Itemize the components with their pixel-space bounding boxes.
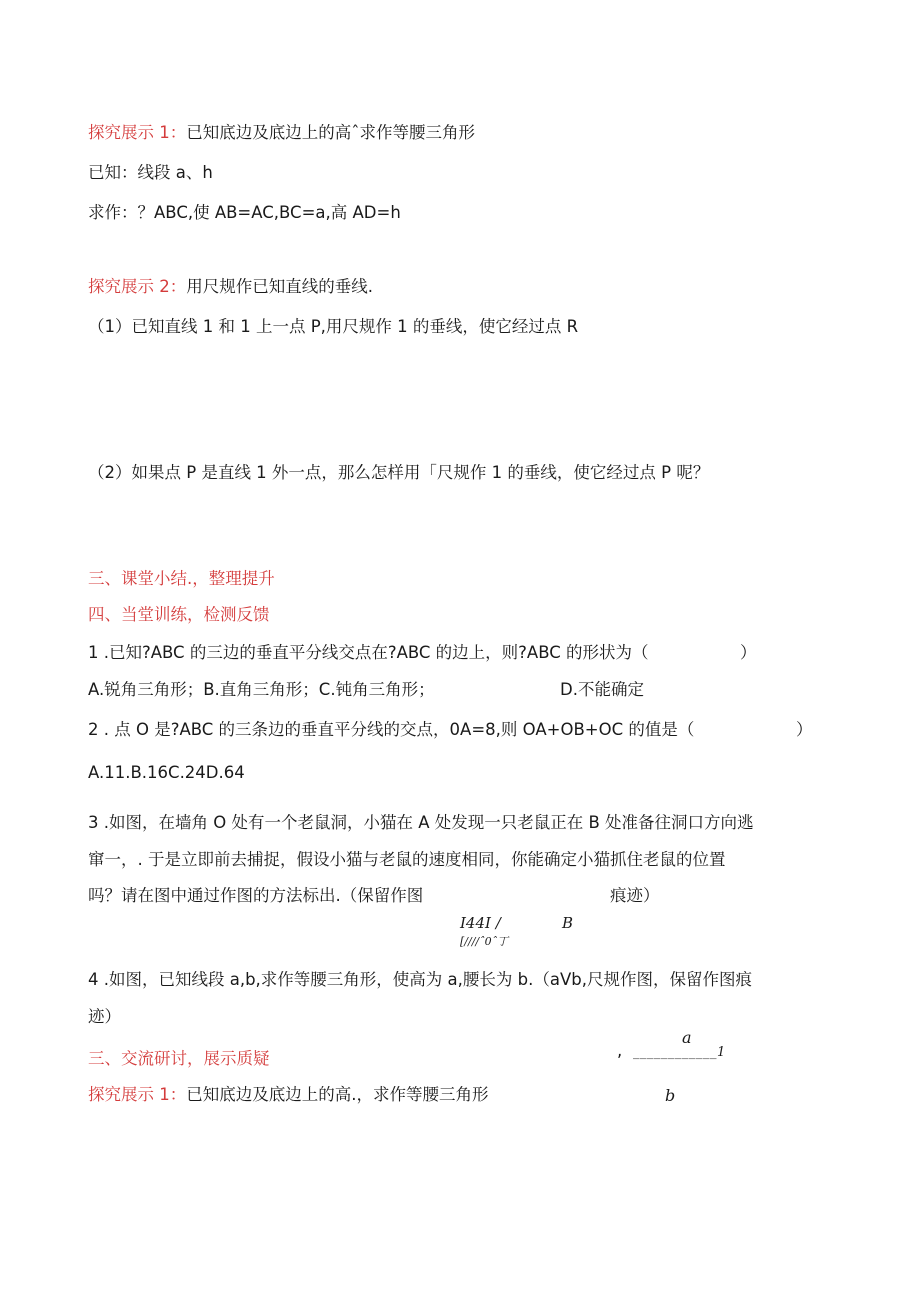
- explore1b-text: 已知底边及底边上的高.，求作等腰三角形: [186, 1085, 489, 1104]
- problem-2-stem: 2 . 点 O 是?ABC 的三条边的垂直平分线的交点，0A=8,则 OA+OB+OC 的值是（: [88, 720, 695, 739]
- problem-4-figure-comma: ,: [617, 1041, 623, 1060]
- problem-2-close: ）: [796, 720, 813, 739]
- explore1b-label: 探究展示 1：: [88, 1085, 187, 1104]
- problem-3-line1: 3 .如图，在墙角 O 处有一个老鼠洞，小猫在 A 处发现一只老鼠正在 B 处准备往洞口方向逃: [88, 813, 754, 832]
- explore1-text: 已知底边及底边上的高ˆ求作等腰三角形: [186, 123, 475, 142]
- problem-3-line2: 窜一，. 于是立即前去捕捉，假设小猫与老鼠的速度相同，你能确定小猫抓住老鼠的位置: [88, 850, 726, 869]
- section-discussion-heading: 三、交流研讨，展示质疑: [88, 1049, 270, 1068]
- problem-1-option-d: D.不能确定: [560, 680, 644, 699]
- problem-2-options: A.11.B.16C.24D.64: [88, 763, 245, 782]
- problem-3-figure-label-1: I44I /: [460, 914, 501, 932]
- problem-4-figure-label-a: a: [682, 1028, 692, 1047]
- given-line: 已知：线段 a、h: [88, 163, 213, 182]
- question-1: （1）已知直线 1 和 1 上一点 P,用尺规作 1 的垂线，使它经过点 R: [88, 317, 579, 336]
- question-2: （2）如果点 P 是直线 1 外一点，那么怎样用「尺规作 1 的垂线，使它经过点 P 呢？: [88, 463, 710, 482]
- explore2-line: [88, 276, 373, 298]
- explore2-label: 探究展示 2：: [88, 277, 187, 296]
- section-summary-heading: 三、课堂小结.，整理提升: [88, 569, 275, 588]
- problem-1-stem: 1 .已知?ABC 的三边的垂直平分线交点在?ABC 的边上，则?ABC 的形状为（: [88, 643, 649, 662]
- explore1b-line: [88, 1084, 489, 1106]
- section-practice-heading: 四、当堂训练，检测反馈: [88, 605, 270, 624]
- problem-4-line1: 4 .如图，已知线段 a,b,求作等腰三角形，使高为 a,腰长为 b.（aVb,尺规作图，保留作图痕: [88, 970, 752, 989]
- problem-1-close: ）: [740, 643, 757, 662]
- explore1-label: 探究展示 1：: [88, 123, 187, 142]
- problem-4-figure-segment: ____________1: [633, 1045, 726, 1060]
- problem-3-line3b: 痕迹）: [610, 886, 660, 905]
- problem-4-figure-label-b: b: [665, 1086, 676, 1105]
- explore1-line: [88, 122, 475, 144]
- construct-line: 求作：？ABC,使 AB=AC,BC=a,高 AD=h: [88, 203, 401, 222]
- problem-4-line2: 迹）: [88, 1007, 121, 1026]
- problem-3-figure-label-b: B: [562, 914, 574, 932]
- problem-3-line3a: 吗？请在图中通过作图的方法标出.（保留作图: [88, 886, 424, 905]
- problem-1-options: A.锐角三角形；B.直角三角形；C.钝角三角形；: [88, 680, 435, 699]
- explore2-text: 用尺规作已知直线的垂线.: [186, 277, 373, 296]
- problem-3-figure-label-2: [////ˆ0ˆ丁: [460, 935, 509, 948]
